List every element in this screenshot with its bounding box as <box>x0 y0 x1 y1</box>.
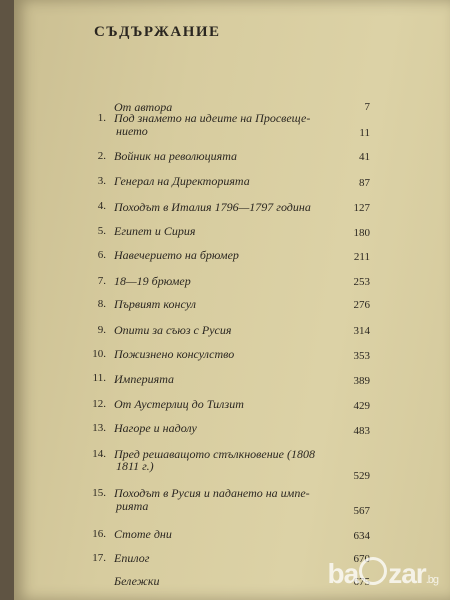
toc-entry-number: 2. <box>97 150 106 162</box>
toc-entry-title: нието <box>116 124 148 138</box>
toc-entry-number: 15. <box>92 487 106 499</box>
toc-entry-number: 9. <box>97 324 106 336</box>
toc-entry-title: Навечерието на брюмер <box>114 248 239 262</box>
toc-entry-title: Нагоре и надолу <box>114 421 197 435</box>
toc-entry-page: 670 <box>353 553 370 565</box>
toc-entry-page: 87 <box>359 177 370 189</box>
toc-entry-title: 18—19 брюмер <box>114 274 191 288</box>
toc-entry-title: Епилог <box>114 551 150 565</box>
toc-entry-number: 12. <box>92 398 106 410</box>
watermark-logo <box>328 557 438 590</box>
toc-entry-page: 429 <box>353 400 370 412</box>
toc-entry-page: 253 <box>353 276 370 288</box>
watermark-text-b: zar <box>388 558 426 589</box>
toc-entry-title: От автора <box>114 100 173 114</box>
page-title: СЪДЪРЖАНИЕ <box>94 24 221 40</box>
watermark-tld: .bg <box>425 574 438 586</box>
toc-entry-number: 3. <box>97 175 106 187</box>
table-of-contents <box>14 0 450 600</box>
toc-entry-number: 17. <box>92 552 106 564</box>
toc-entry-number: 16. <box>92 528 106 540</box>
toc-entry-number: 8. <box>97 298 106 310</box>
toc-entry-title: Походът в Италия 1796—1797 година <box>114 200 311 214</box>
toc-entry-title: От Аустерлиц до Тилзит <box>114 397 244 411</box>
toc-entry-page: 211 <box>353 251 370 263</box>
toc-entry-page: 529 <box>353 470 370 482</box>
toc-entry-title: рията <box>116 499 149 513</box>
toc-entry-number: 4. <box>97 200 106 212</box>
toc-entry-number: 13. <box>92 422 106 434</box>
toc-entry-page: 675 <box>353 576 370 588</box>
toc-entry-title: Империята <box>114 372 175 386</box>
toc-entry-page: 41 <box>359 151 370 163</box>
toc-entry-page: 353 <box>353 350 370 362</box>
toc-entry-number: 5. <box>97 225 106 237</box>
toc-entry-title: Генерал на Директорията <box>114 174 250 188</box>
toc-entry-page: 276 <box>353 299 370 311</box>
toc-entry-title: Войник на революцията <box>114 149 238 163</box>
toc-entry-page: 483 <box>353 425 370 437</box>
toc-entry-title: Пред решаващото стълкновение (1808 <box>114 447 315 461</box>
toc-entry-number: 11. <box>92 372 106 384</box>
toc-entry-number: 6. <box>97 249 106 261</box>
watermark-text-a: ba <box>327 558 359 589</box>
toc-entry-title: Под знамето на идеите на Просвеще- <box>114 111 311 125</box>
toc-entry-page: 7 <box>364 101 370 113</box>
toc-entry-title: Стоте дни <box>114 527 172 541</box>
toc-entry-title: Египет и Сирия <box>114 224 196 238</box>
watermark-circle-icon <box>359 557 387 585</box>
toc-entry-page: 127 <box>353 202 370 214</box>
toc-entry-title: Пожизнено консулство <box>114 347 235 361</box>
toc-entry-title: Походът в Русия и падането на импе- <box>114 486 310 500</box>
toc-entry-title: Бележки <box>114 574 160 588</box>
toc-entry-page: 634 <box>353 530 370 542</box>
toc-entry-page: 567 <box>353 505 370 517</box>
toc-entry-title: 1811 г.) <box>116 459 154 473</box>
toc-entry-title: Първият консул <box>114 297 196 311</box>
toc-entry-page: 11 <box>359 127 370 139</box>
toc-entry-number: 7. <box>97 275 106 287</box>
toc-entry-number: 1. <box>97 112 106 124</box>
toc-entry-page: 180 <box>353 227 370 239</box>
toc-entry-number: 10. <box>92 348 106 360</box>
toc-entry-number: 14. <box>92 448 106 460</box>
toc-entry-title: Опити за съюз с Русия <box>114 323 232 337</box>
book-page <box>14 0 450 600</box>
toc-entry-page: 389 <box>353 375 370 387</box>
toc-entry-page: 314 <box>353 325 370 337</box>
